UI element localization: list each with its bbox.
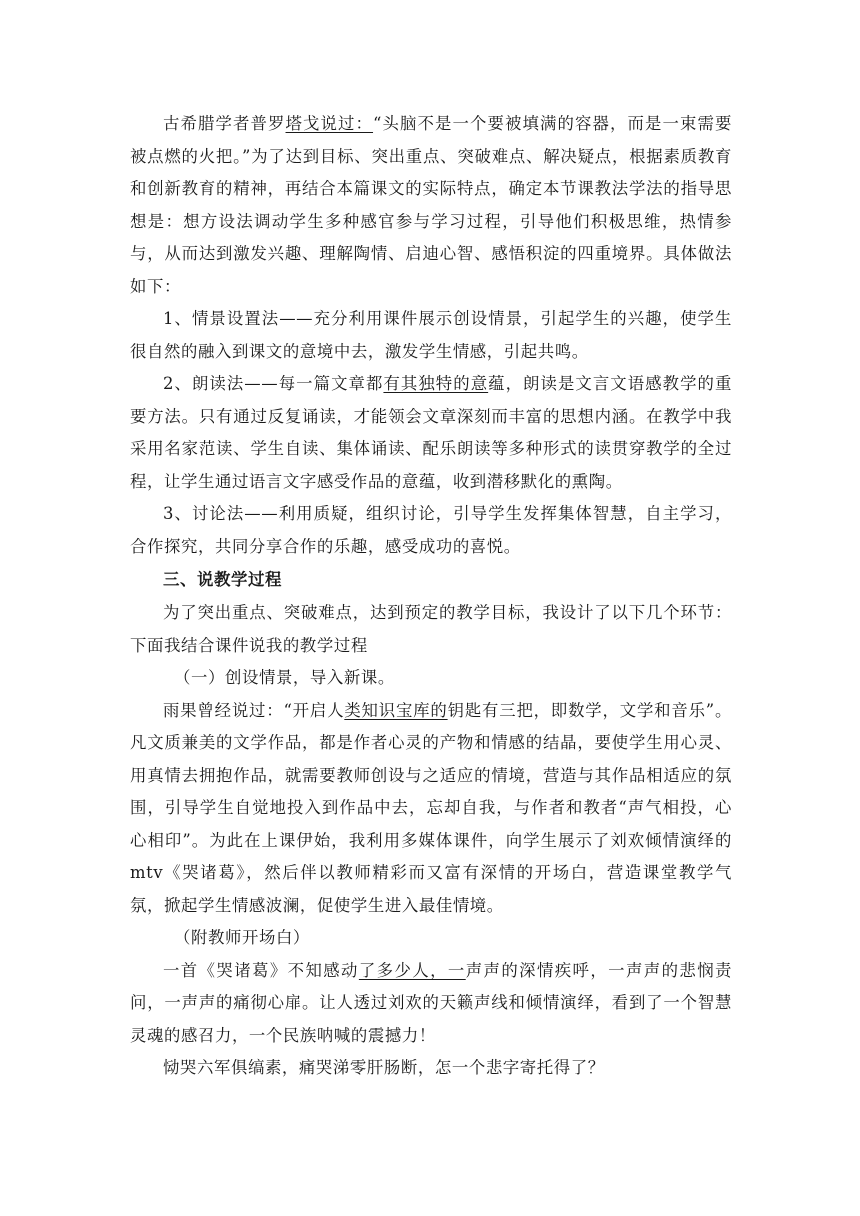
text: “头脑不是一个要被填满的容器，而是一束需要被点燃的火把。”为了达到目标、突出重点、突破难点、解决疑点，根据素质教育和创新教育的精神，再结合本篇课文的实际特点，确定本节课教法学法的指导思想是：想方设法调动学生多种感官参与学习过程，引导他们积极思维，热情参与，从而达到激发兴趣、理解陶情、启迪心智、感悟积淀的四重境界。具体做法如下： bbox=[130, 114, 733, 296]
text: 蕴，朗读是文言文语感教学的重要方法。只有通过反复诵读，才能领会文章深刻而丰富的思想内涵。在教学中我采用名家范读、学生自读、集体诵读、配乐朗读等多种形式的读贯穿教学的全过程，让学生通过语言文字感受作品的意蕴，收到潜移默化的熏陶。 bbox=[130, 374, 732, 491]
underlined-text: 塔戈说过： bbox=[285, 114, 374, 133]
document-page bbox=[130, 108, 732, 1085]
paragraph-hugo-quote bbox=[130, 695, 732, 923]
text: 雨果曾经说过：“开启人 bbox=[163, 700, 345, 720]
underlined-text: 有其独特的意 bbox=[383, 374, 489, 393]
paragraph-step-1-title: （一）创设情景，导入新课。 bbox=[174, 668, 395, 687]
paragraph-process-intro: 为了突出重点、突破难点，达到预定的教学目标，我设计了以下几个环节：下面我结合课件说我的教学过程 bbox=[130, 603, 732, 655]
section-heading: 三、说教学过程 bbox=[163, 570, 282, 589]
paragraph-intro bbox=[130, 108, 732, 303]
text: 一首《哭诸葛》不知感动 bbox=[163, 960, 359, 980]
paragraph-closing-line: 恸哭六军俱缟素，痛哭涕零肝肠断，怎一个悲字寄托得了？ bbox=[163, 1058, 605, 1077]
paragraph-method-3: 3、讨论法——利用质疑，组织讨论，引导学生发挥集体智慧，自主学习，合作探究，共同分享合作的乐趣，感受成功的喜悦。 bbox=[130, 504, 732, 556]
text: 钥匙有三把，即数学，文学和音乐”。凡文质兼美的文学作品，都是作者心灵的产物和情感的结晶，要使学生用心灵、用真情去拥抱作品，就需要教师创设与之适应的情境，营造与其作品相适应的氛围，引导学生自觉地投入到作品中去，忘却自我，与作者和教者“声气相投，心心相印”。为此在上课伊始，我利用多媒体课件，向学生展示了刘欢倾情演绎的mtv《哭诸葛》，然后伴以教师精彩而又富有深情的开场白，营造课堂教学气氛，掀起学生情感波澜，促使学生进入最佳情境。 bbox=[130, 700, 732, 915]
paragraph-opening-speech bbox=[130, 955, 732, 1053]
paragraph-method-2 bbox=[130, 368, 732, 498]
paragraph-opening-label: （附教师开场白） bbox=[174, 928, 310, 947]
underlined-text: 了多少人，一 bbox=[358, 960, 466, 980]
underlined-text: 类知识宝库的 bbox=[344, 700, 448, 720]
text: 声声的深情疾呼，一声声的悲悯责问，一声声的痛彻心扉。让人透过刘欢的天籁声线和倾情演绎，看到了一个智慧灵魂的感召力，一个民族呐喊的震撼力！ bbox=[130, 960, 732, 1045]
paragraph-method-1: 1、情景设置法——充分利用课件展示创设情景，引起学生的兴趣，使学生很自然的融入到课文的意境中去，激发学生情感，引起共鸣。 bbox=[130, 309, 732, 361]
text: 古希腊学者普罗 bbox=[163, 114, 286, 133]
text: 2、朗读法——每一篇文章都 bbox=[163, 374, 384, 393]
